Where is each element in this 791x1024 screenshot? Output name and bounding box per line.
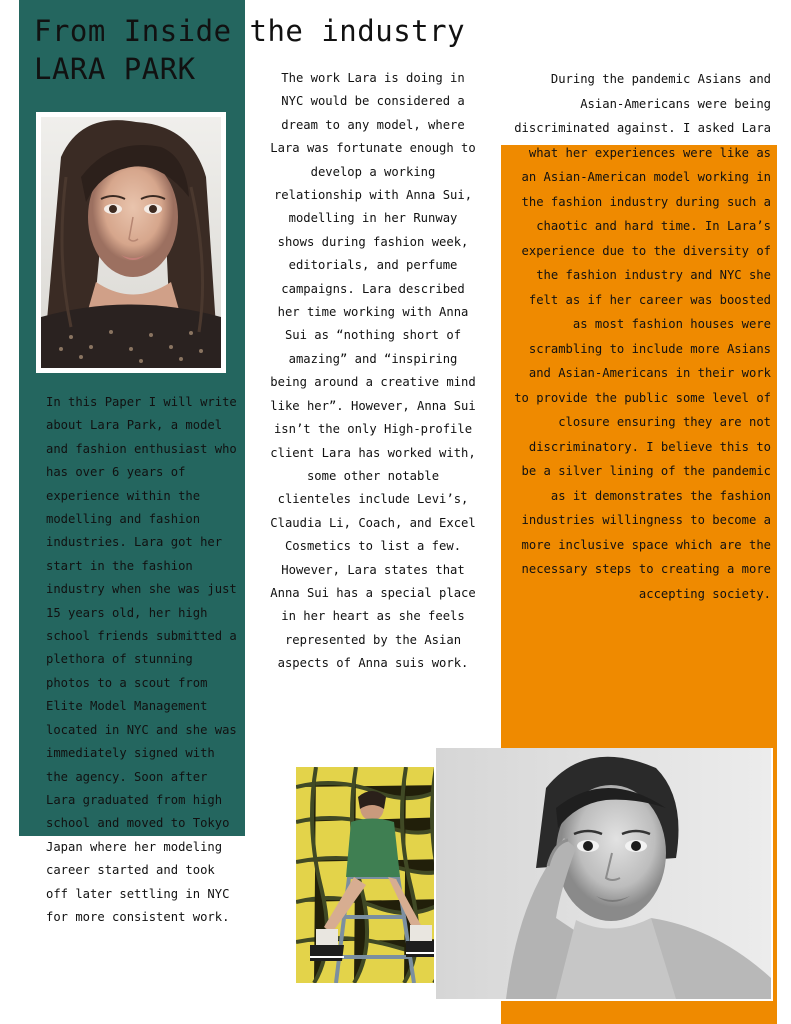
ladder-image [296,767,448,983]
portrait-image [41,117,221,368]
left-column-text: In this Paper I will write about Lara Park, a model and fashion enthusiast who has over 6 years of experience within the modelling and fashion industries. Lara got her start in the fashion industry when she was just 15 years old, her high school friends submitted a plethora of stunning photos to a scout from Elite Model Management located in NYC and she was immediately signed with the agency. Soon after Lara graduated from high school and moved to Tokyo Japan where her modeling career started and took off later settling in NYC for more consistent work. [46,395,237,924]
ladder-editorial-photo [294,765,450,985]
middle-column-text: The work Lara is doing in NYC would be considered a dream to any model, where Lara was fortunate enough to develop a working relationship with Anna Sui, modelling in her Runway shows during fashion week, editorials, and perfume campaigns. Lara described her time working with Anna Sui as “nothing short of amazing” and “inspiring being around a creative mind like her”. However, Anna Sui isn’t the only High-profile client Lara has worked with, some other notable clienteles include Levi’s, Claudia Li, Coach, and Excel Cosmetics to list a few. However, Lara states that Anna Sui has a special place in her heart as she feels represented by the Asian aspects of Anna suis work. [270,71,476,671]
bw-portrait-image [436,748,771,999]
right-column-text: During the pandemic Asians and Asian-Americans were being discriminated against. I asked Lara what her experiences were like as an Asian-American model working in the fashion industry during such a chaotic and hard time. In Lara’s experience due to the diversity of the fashion industry and NYC she felt as if her career was boosted as most fashion houses were scrambling to include more Asians and Asian-Americans in their work to provide the public some level of closure ensuring they are not discriminatory. I believe this to be a silver lining of the pandemic as it demonstrates the fashion industries willingness to become a more inclusive space which are the necessary steps to creating a more accepting society. [514,72,771,601]
portrait-photo [36,112,226,373]
bw-portrait-photo [434,748,773,1001]
author-name: LARA PARK [34,52,196,86]
article-title: From Inside the industry [34,14,466,48]
